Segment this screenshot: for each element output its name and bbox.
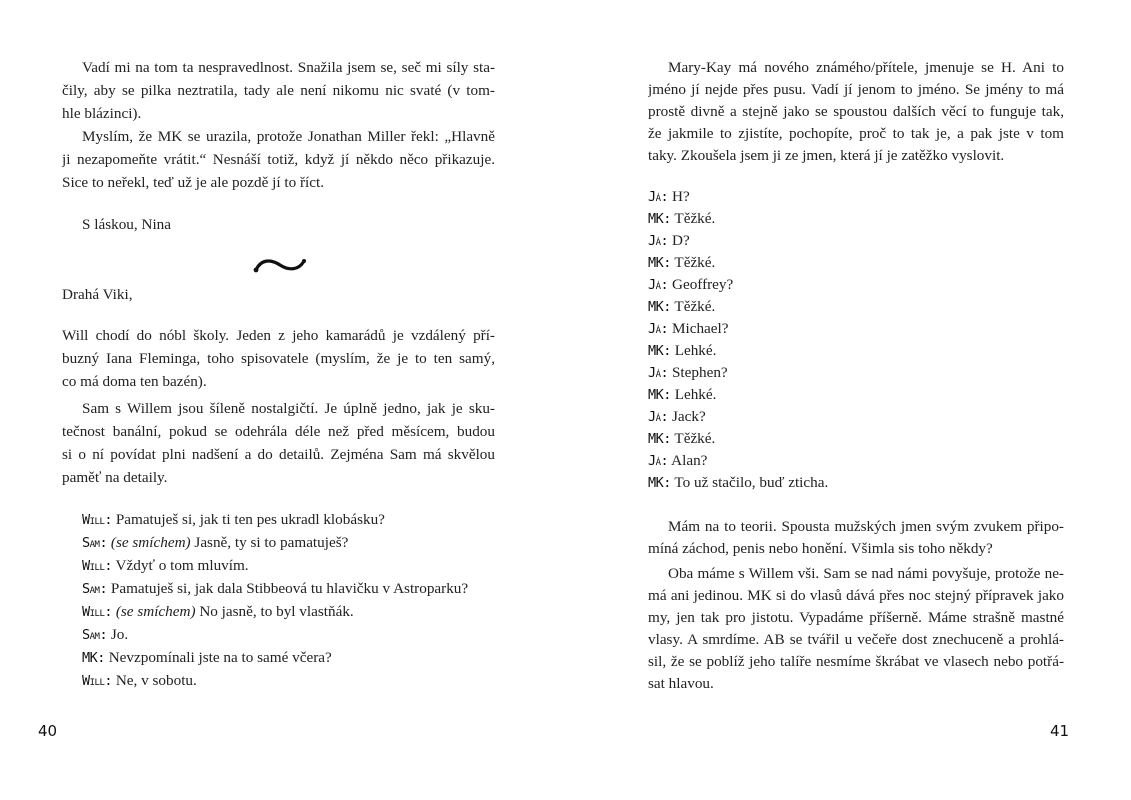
speaker-label: Sam:: [82, 535, 108, 551]
speaker-label: MK:: [648, 431, 671, 447]
paragraph: [62, 56, 495, 125]
dialogue-text: Těžké.: [674, 254, 716, 271]
paragraph: [648, 516, 1064, 560]
dialogue-text: Ne, v sobotu.: [115, 672, 197, 689]
stage-direction: (se smíchem): [115, 603, 196, 620]
text-line: vlasy. A smrdíme. AB se tvářil u večeře dost znechuceně a prohlá-: [648, 631, 1064, 648]
speaker-label: MK:: [648, 255, 671, 271]
text-line: hle blázinci).: [62, 105, 142, 122]
text-line: Will chodí do nóbl školy. Jeden z jeho kamarádů je vzdálený pří-: [62, 327, 495, 344]
dialogue-line: [628, 384, 1068, 406]
dialogue-text: No jasně, to byl vlastňák.: [199, 603, 354, 620]
speaker-label: MK:: [648, 299, 671, 315]
text-line: Mary-Kay má nového známého/přítele, jmenuje se H. Ani to: [668, 59, 1064, 76]
signoff: [82, 213, 171, 236]
text-line: buzný Iana Fleminga, toho spisovatele (myslím, že je to ten samý,: [62, 350, 495, 367]
dialogue-line: [628, 252, 1068, 274]
text-line: prostě divně a stejně jako se spoustou dalších věcí to funguje tak,: [648, 103, 1064, 120]
dialogue-text: Těžké.: [674, 430, 716, 447]
speaker-label: Já:: [648, 189, 669, 205]
speaker-label: MK:: [648, 343, 671, 359]
text-line: Sice to neřekl, teď už je ale pozdě jí to říct.: [62, 174, 324, 191]
text-line: si o ní povídat plni nadšení a do detailů. Zejména Sam má skvělou: [62, 446, 495, 463]
salutation-text: Drahá Viki,: [62, 286, 133, 303]
dialogue-text: Těžké.: [674, 298, 716, 315]
paragraph: [648, 57, 1064, 167]
text-line: Vadí mi na tom ta nespravedlnost. Snažila jsem se, seč mi síly sta-: [82, 59, 495, 76]
dialogue-line: [628, 450, 1068, 472]
speaker-label: Já:: [648, 321, 669, 337]
text-line: sil, že se poblíž jeho talíře nesmíme škrábat ve vlasech nebo potřá-: [648, 653, 1064, 670]
paragraph: [62, 324, 495, 393]
page-number: 41: [1050, 722, 1070, 740]
speaker-label: Já:: [648, 365, 669, 381]
dialogue-line: [628, 186, 1068, 208]
dialogue-line: [62, 669, 522, 692]
dialogue-text: Geoffrey?: [671, 276, 734, 293]
dialogue-text: Jasně, ty si to pamatuješ?: [194, 534, 349, 551]
salutation: [62, 283, 133, 306]
dialogue-line: [628, 296, 1068, 318]
dialogue-line: [628, 406, 1068, 428]
dialogue-text: Pamatuješ si, jak dala Stibbeová tu hlavičku v Astroparku?: [110, 580, 469, 597]
dialogue-line: [62, 600, 522, 623]
dialogue: [628, 186, 1068, 494]
dialogue-line: [62, 577, 522, 600]
speaker-label: Will:: [82, 558, 113, 574]
text-line: že jakmile to zjistíte, pochopíte, proč to tak je, a pak jste v tom: [648, 125, 1064, 142]
speaker-label: Will:: [82, 673, 113, 689]
dialogue-text: Jack?: [671, 408, 706, 425]
dialogue-line: [62, 531, 522, 554]
speaker-label: Já:: [648, 453, 669, 469]
speaker-label: Já:: [648, 233, 669, 249]
text-line: má ani jedinou. MK si do vlasů dává přes noc stejný přípravek jako: [648, 587, 1064, 604]
left-page: [0, 0, 565, 800]
dialogue-text: D?: [671, 232, 690, 249]
dialogue-text: Těžké.: [674, 210, 716, 227]
dialogue-line: [62, 554, 522, 577]
swirl-divider-icon: [253, 255, 307, 275]
dialogue-text: Lehké.: [674, 386, 717, 403]
page-number: 40: [38, 722, 58, 740]
signoff-text: S láskou, Nina: [82, 216, 172, 233]
dialogue-text: Nevzpomínali jste na to samé včera?: [108, 649, 332, 666]
text-line: Mám na to teorii. Spousta mužských jmen svým zvukem připo-: [668, 518, 1064, 535]
dialogue-line: [628, 362, 1068, 384]
paragraph: [62, 125, 495, 194]
text-line: Sam s Willem jsou šíleně nostalgičtí. Je úplně jedno, jak je sku-: [82, 400, 495, 417]
text-line: čily, aby se pilka neztratila, tady ale není nikomu nic svaté (v tom-: [62, 82, 495, 99]
dialogue-line: [62, 646, 522, 669]
dialogue-line: [628, 428, 1068, 450]
dialogue-text: Michael?: [671, 320, 729, 337]
text-line: Myslím, že MK se urazila, protože Jonathan Miller řekl: „Hlavně: [82, 128, 495, 145]
dialogue-text: H?: [671, 188, 690, 205]
speaker-label: MK:: [648, 387, 671, 403]
paragraph: [62, 397, 495, 489]
speaker-label: MK:: [648, 475, 671, 491]
dialogue-line: [628, 340, 1068, 362]
speaker-label: Já:: [648, 409, 669, 425]
text-line: Oba máme s Willem vši. Sam se nad námi povyšuje, protože ne-: [668, 565, 1064, 582]
dialogue-line: [62, 508, 522, 531]
speaker-label: Will:: [82, 512, 113, 528]
dialogue-line: [628, 318, 1068, 340]
right-page: [566, 0, 1131, 800]
text-line: my, jen tak pro jistotu. Vypadáme příšerně. Máme strašně mastné: [648, 609, 1064, 626]
paragraph: [648, 563, 1064, 695]
text-line: tečnost banální, pokud se odehrála déle než před měsícem, budou: [62, 423, 495, 440]
dialogue-text: Alan?: [671, 452, 708, 469]
dialogue-line: [628, 230, 1068, 252]
text-line: taky. Zkoušela jsem ji ze jmen, která jí je zatěžko vyslovit.: [648, 147, 1005, 164]
dialogue-text: Vždyť o tom mluvím.: [115, 557, 249, 574]
stage-direction: (se smíchem): [110, 534, 191, 551]
speaker-label: Sam:: [82, 627, 108, 643]
speaker-label: Sam:: [82, 581, 108, 597]
dialogue-line: [628, 208, 1068, 230]
dialogue-text: To už stačilo, buď zticha.: [674, 474, 829, 491]
dialogue-line: [62, 623, 522, 646]
dialogue: [62, 508, 522, 692]
speaker-label: Will:: [82, 604, 113, 620]
speaker-label: Já:: [648, 277, 669, 293]
dialogue-line: [628, 274, 1068, 296]
speaker-label: MK:: [82, 650, 105, 666]
text-line: ji nezapomeňte vrátit.“ Nesnáší totiž, když jí někdo něco přikazuje.: [62, 151, 495, 168]
dialogue-text: Pamatuješ si, jak ti ten pes ukradl klobásku?: [115, 511, 385, 528]
text-line: jméno jí nejde přes pusu. Vadí jí jenom to jméno. Se jmény to má: [648, 81, 1064, 98]
text-line: paměť na detaily.: [62, 469, 168, 486]
text-line: míná záchod, penis nebo honění. Všimla sis toho někdy?: [648, 540, 993, 557]
text-line: co má doma ten bazén).: [62, 373, 207, 390]
dialogue-text: Jo.: [110, 626, 129, 643]
text-line: sat hlavou.: [648, 675, 714, 692]
dialogue-text: Lehké.: [674, 342, 717, 359]
dialogue-text: Stephen?: [671, 364, 728, 381]
dialogue-line: [628, 472, 1068, 494]
speaker-label: MK:: [648, 211, 671, 227]
